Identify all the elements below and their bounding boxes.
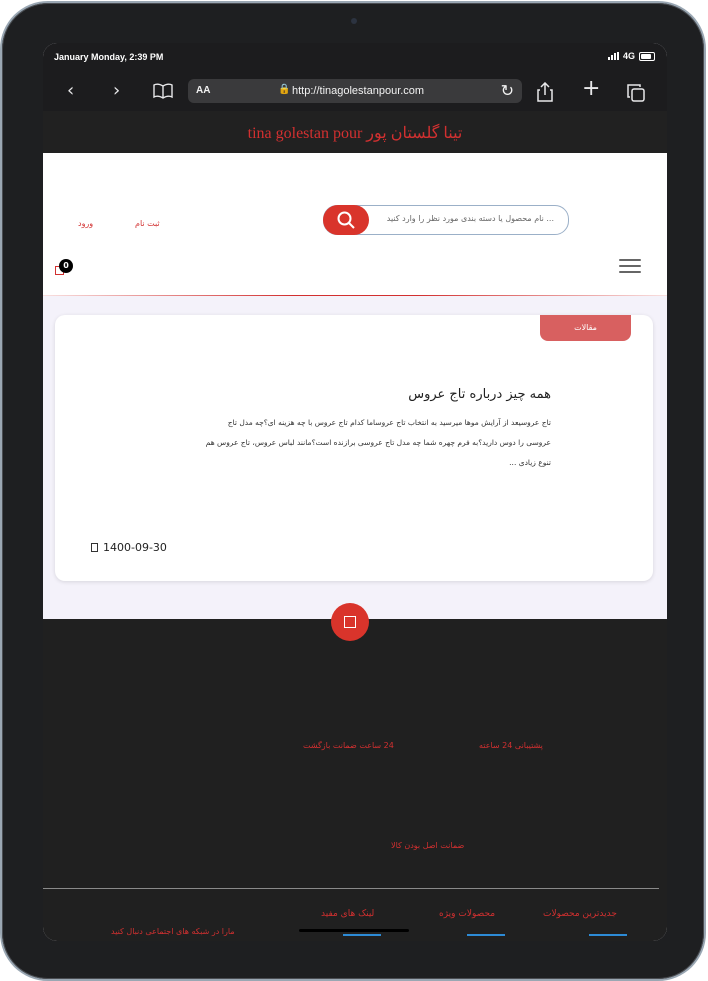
network-label: 4G [622, 51, 635, 61]
browser-toolbar [43, 71, 667, 111]
forward-icon[interactable]: › [113, 80, 121, 101]
footer-link-special[interactable]: محصولات ویژه [439, 909, 496, 919]
feature-support: پشتیبانی 24 ساعته [479, 741, 543, 750]
lock-icon: 🔒 [278, 84, 291, 95]
camera [351, 18, 357, 24]
scroll-top-button[interactable] [331, 603, 369, 641]
search-icon [337, 211, 355, 229]
reload-icon[interactable]: ↻ [500, 83, 514, 100]
underline-newest [589, 934, 627, 936]
footer-link-useful[interactable]: لینک های مفید [321, 909, 375, 919]
article-date [91, 541, 167, 554]
url-text[interactable]: http://tinagolestanpour.com [292, 85, 425, 97]
cart-count-badge: 0 [59, 259, 73, 273]
search-input[interactable]: نام محصول یا دسته بندی مورد نظر را وارد کنید ... [386, 214, 554, 223]
reader-aa-button[interactable]: AA [196, 85, 211, 96]
site-header [43, 153, 667, 296]
tabs-icon[interactable] [627, 84, 645, 107]
screen [43, 43, 667, 941]
category-tag[interactable]: مقالات [540, 315, 631, 341]
signup-link[interactable]: ثبت نام [135, 219, 160, 228]
footer-link-newest[interactable]: جدیدترین محصولات [543, 909, 617, 919]
share-icon[interactable] [537, 82, 553, 107]
underline-useful [343, 934, 381, 936]
feature-return: 24 ساعت ضمانت بازگشت [303, 741, 394, 750]
search-button[interactable] [323, 205, 369, 235]
new-tab-icon[interactable]: + [582, 76, 601, 101]
signal-icon [608, 52, 619, 60]
article-date-text: 1400-09-30 [103, 541, 167, 554]
status-time: January Monday, 2:39 PM [54, 52, 164, 62]
login-link[interactable]: ورود [78, 219, 94, 228]
status-bar [43, 43, 667, 71]
calendar-icon [91, 543, 98, 552]
underline-special [467, 934, 505, 936]
address-bar[interactable] [188, 79, 522, 103]
social-follow-text: مارا در شبکه های اجتماعی دنبال کنید [111, 927, 235, 936]
bookmarks-icon[interactable] [153, 83, 173, 104]
scroll-top-icon [344, 616, 356, 628]
menu-icon[interactable] [619, 259, 641, 275]
search-box[interactable] [323, 205, 569, 235]
back-icon[interactable]: ‹ [67, 80, 75, 101]
article-title[interactable]: همه چیز درباره تاج عروس [408, 387, 551, 402]
battery-icon [639, 52, 655, 61]
article-card[interactable] [55, 315, 653, 581]
status-right [608, 51, 655, 61]
article-excerpt: تاج عروسیعد از آرایش موها میرسید به انتخاب تاج عروساما کدام تاج عروس با چه هزینه ای؟چه مدل تاج عروسی را دوس دارید؟به فرم چهره شما چه مدل تاج عروسی برازنده است؟مانند لباس عروس، تاج عروس هم تنوع زیادی ... [205, 418, 551, 467]
site-footer [43, 619, 667, 941]
footer-divider [43, 888, 659, 889]
site-header-bar [43, 111, 667, 153]
site-title[interactable]: tina golestan pour تینا گلستان پور [247, 125, 463, 142]
feature-original: ضمانت اصل بودن کالا [391, 841, 465, 850]
home-indicator [299, 929, 409, 932]
header-divider [43, 295, 667, 296]
